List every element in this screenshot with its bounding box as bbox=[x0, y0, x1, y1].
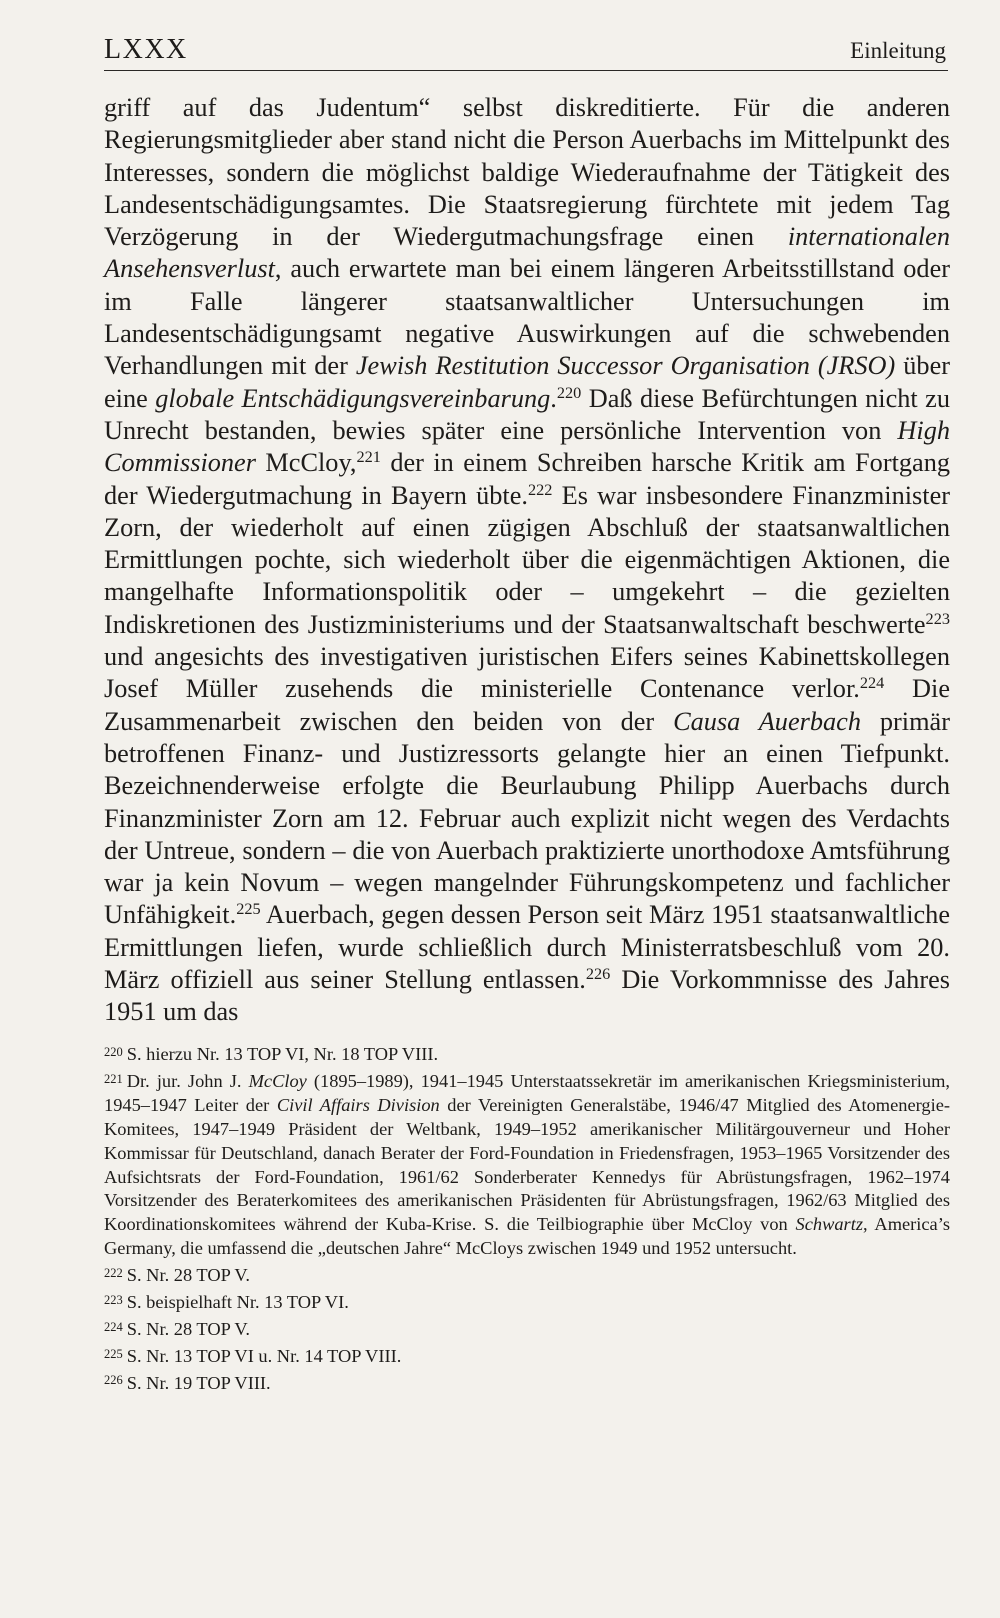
body-text: und angesichts des investigativen juristischen Eifers seines Kabinettskollegen Josef Müller zusehends die ministerielle Contenance verlor. bbox=[104, 642, 950, 704]
footnote-text: Dr. jur. John J. bbox=[126, 1070, 242, 1091]
section-title: Einleitung bbox=[850, 38, 946, 63]
body-text: primär betroffenen Finanz- und Justizressorts gelangte hier an einen Tiefpunkt. Bezeichnenderweise erfolgte die Beurlaubung Philipp Auerbachs durch Finanzminister Zorn am 12. Februar auch explizit nicht wegen des Verdachts der Untreue, sondern – die von Auerbach praktizierte unorthodoxe Amtsführung war ja kein Novum – wegen mangelnder Führungskompetenz und fachlicher Unfähigkeit. bbox=[104, 706, 950, 930]
footnote-number: 222 bbox=[104, 1265, 123, 1280]
body-text: Auerbach, gegen dessen Person seit März 1951 staatsanwaltliche Ermittlungen liefen, wurde schließlich durch Ministerratsbeschluß vom 20. März offiziell aus seiner Stellung entlassen. bbox=[104, 900, 950, 995]
footnote-number: 223 bbox=[104, 1292, 123, 1307]
emphasis-text: Causa Auerbach bbox=[673, 706, 861, 736]
body-text: Daß diese Befürchtungen nicht zu Unrecht bestanden, bewies später eine persönliche Intervention von bbox=[104, 383, 950, 445]
footnote-text: der Vereinigten Generalstäbe, 1946/47 Mitglied des Atomenergie-Komitees, 1947–1949 Präsident der Weltbank, 1949–1952 amerikanischer Militärgouverneur und Hoher Kommissar für Deutschland, danach Berater der Ford-Foundation in Friedensfragen, 1953–1965 Vorsitzender des Aufsichtsrats der Ford-Foundation, 1961/62 Sonderberater Kennedys für Abrüstungsfragen, 1962–1974 Vorsitzender des Beraterkomitees des amerikanischen Präsidenten für Abrüstungsfragen, 1962/63 Mitglied des Koordinationskomitees während der Kuba-Krise. S. die Teilbiographie über McCloy von bbox=[104, 1094, 951, 1235]
footnote-text: , America’s Germany, die umfassend die „deutschen Jahre“ McCloys zwischen 1949 und 1952 untersucht. bbox=[104, 1214, 950, 1259]
body-text: , auch erwartete man bei einem längeren Arbeitsstillstand oder im Falle längerer staatsanwaltlicher Untersuchungen im Landesentschädigungsamt negative Auswirkungen auf die schwebenden Verhandlungen mit der bbox=[104, 254, 950, 381]
footnote-225 bbox=[104, 1345, 950, 1369]
footnote-number: 221 bbox=[104, 1071, 123, 1086]
body-text: Es war insbesondere Finanzminister Zorn, der wiederholt auf einen zügigen Abschluß der staatsanwaltlichen Ermittlungen pochte, sich wiederholt über die eigenmächtigen Aktionen, die mangelhafte Informationspolitik oder – umgekehrt – die gezielten Indiskretionen des Justizministeriums und der Staatsanwaltschaft beschwerte bbox=[104, 480, 950, 639]
footnote-number: 224 bbox=[104, 1319, 123, 1334]
body-text: der in einem Schreiben harsche Kritik am Fortgang der Wiedergutmachung in Bayern übte. bbox=[104, 448, 951, 510]
footnote-223 bbox=[104, 1291, 950, 1315]
body-text: Die Vorkommnisse des Jahres 1951 um das bbox=[104, 965, 950, 1027]
footnote-emphasis: Civil Affairs Division bbox=[276, 1094, 440, 1115]
footnote-number: 226 bbox=[104, 1373, 123, 1388]
footnote-ref-225: 225 bbox=[236, 899, 261, 919]
body-text: griff auf das Judentum“ selbst diskreditierte. Für die anderen Regierungsmitglieder aber stand nicht die Person Auerbachs im Mittelpunkt des Interesses, sondern die möglichst baldige Wiederaufnahme der Tätigkeit des Landesentschädigungsamtes. Die Staatsregierung fürchtete mit jedem Tag Verzögerung in der Wiedergutmachungsfrage einen bbox=[104, 93, 950, 252]
footnote-emphasis: McCloy bbox=[248, 1070, 307, 1091]
footnote-text: S. hierzu Nr. 13 TOP VI, Nr. 18 TOP VIII. bbox=[126, 1044, 439, 1064]
footnote-text: S. Nr. 13 TOP VI u. Nr. 14 TOP VIII. bbox=[126, 1345, 402, 1366]
footnotes bbox=[104, 1043, 950, 1399]
footnote-ref-226: 226 bbox=[585, 964, 611, 984]
footnote-221 bbox=[104, 1070, 950, 1261]
footnote-ref-223: 223 bbox=[925, 608, 950, 628]
footnote-ref-224: 224 bbox=[859, 673, 885, 693]
footnote-text: (1895–1989), 1941–1945 Unterstaatssekretär im amerikanischen Kriegsministerium, 1945–1947 Leiter der bbox=[104, 1070, 950, 1115]
body-text: McCloy, bbox=[265, 448, 357, 478]
emphasis-text: High Commissioner bbox=[104, 415, 950, 478]
footnote-220 bbox=[104, 1043, 950, 1067]
body-text: Die Zusammenarbeit zwischen den beiden von der bbox=[104, 674, 951, 736]
footnote-text: S. beispielhaft Nr. 13 TOP VI. bbox=[126, 1292, 349, 1313]
body-text: . bbox=[550, 383, 557, 413]
footnote-ref-220: 220 bbox=[556, 382, 582, 402]
body-text: über eine bbox=[104, 351, 951, 413]
footnote-emphasis: Schwartz bbox=[795, 1214, 863, 1235]
footnote-226 bbox=[104, 1372, 950, 1396]
footnote-text: S. Nr. 28 TOP V. bbox=[126, 1265, 250, 1286]
emphasis-text: globale Entschädigungsvereinbarung bbox=[155, 383, 551, 413]
footnote-text: S. Nr. 19 TOP VIII. bbox=[126, 1372, 271, 1393]
emphasis-text: Jewish Restitution Successor Organisation (JRSO) bbox=[355, 351, 896, 381]
footnote-text: S. Nr. 28 TOP V. bbox=[126, 1318, 250, 1339]
emphasis-text: internationalen Ansehensverlust bbox=[104, 222, 950, 284]
footnote-ref-222: 222 bbox=[527, 479, 553, 499]
page-number: LXXX bbox=[104, 34, 188, 65]
footnote-number: 225 bbox=[104, 1346, 123, 1361]
footnote-224 bbox=[104, 1318, 950, 1342]
running-header bbox=[104, 28, 948, 71]
main-text bbox=[104, 92, 950, 1029]
footnote-ref-221: 221 bbox=[356, 447, 381, 467]
footnote-222 bbox=[104, 1264, 950, 1288]
footnote-number: 220 bbox=[104, 1044, 123, 1059]
